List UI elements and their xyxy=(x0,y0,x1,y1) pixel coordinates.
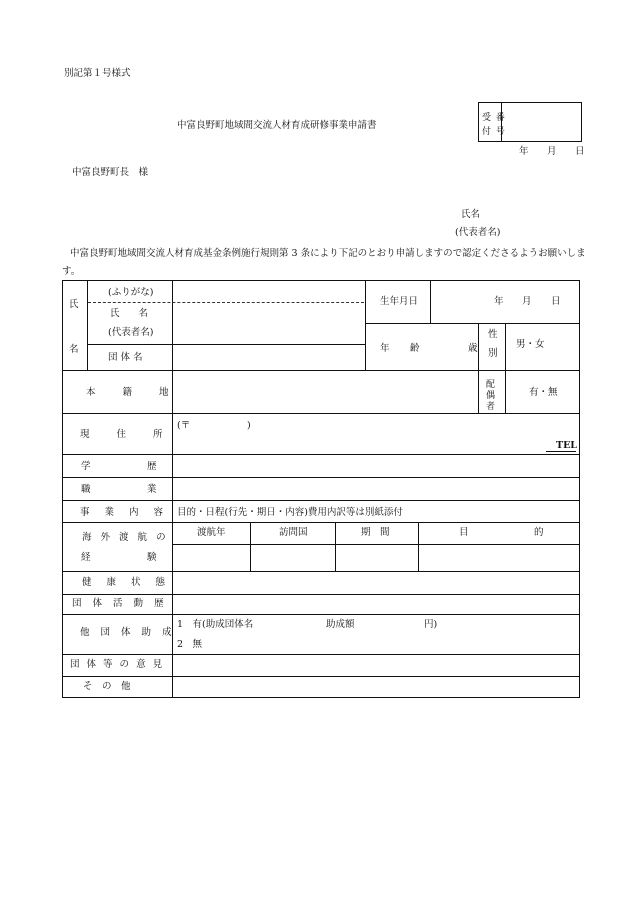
occupation-label-2: 業 xyxy=(147,484,157,495)
others-label: そ の 他 xyxy=(83,681,131,692)
birth-year: 年 xyxy=(494,296,504,307)
reception-box xyxy=(478,102,582,142)
side-label-top: 氏 xyxy=(69,299,79,310)
health-label: 健 康 状 態 xyxy=(82,577,172,588)
birthdate-label: 生年月日 xyxy=(380,296,419,307)
opinion-label: 団 体 等 の 意 見 xyxy=(70,659,165,670)
overseas-label-2: 経 xyxy=(81,552,91,563)
col-visited-country: 訪問国 xyxy=(279,527,308,538)
grant-amount-label: 助成額 xyxy=(326,619,355,630)
col-travel-year: 渡航年 xyxy=(197,527,226,538)
other-grant-label: 他 団 体 助 成 xyxy=(80,627,176,638)
side-label-bottom: 名 xyxy=(69,344,79,355)
form-id: 別記第１号様式 xyxy=(64,68,131,79)
furigana-label: (ふりがな) xyxy=(108,287,154,298)
spouse-label-2: 偶 xyxy=(486,391,496,401)
age-unit: 歳 xyxy=(468,343,478,354)
overseas-label-3: 験 xyxy=(147,552,157,563)
spouse-label-1: 配 xyxy=(486,380,496,390)
project-label: 事 業 内 容 xyxy=(80,507,170,518)
postal-open: (〒 xyxy=(177,420,191,431)
applicant-rep-label: (代表者名) xyxy=(455,227,501,238)
grant-line-2: 2 無 xyxy=(177,639,203,650)
occupation-label: 職 xyxy=(81,484,91,495)
date-year: 年 xyxy=(519,146,529,157)
tel-label: TEL xyxy=(556,440,577,451)
sex-label-1: 性 xyxy=(488,329,498,340)
reception-label-top: 受 番 xyxy=(482,113,506,123)
applicant-name-label: 氏名 xyxy=(461,209,481,220)
age-label-2: 齢 xyxy=(410,343,420,354)
address-label: 現 住 所 xyxy=(80,429,175,440)
domicile-label: 本 籍 地 xyxy=(86,387,181,398)
addressee: 中富良野町長 様 xyxy=(72,167,149,178)
education-label-2: 歴 xyxy=(147,461,157,472)
education-label: 学 xyxy=(81,461,91,472)
page-title: 中富良野町地域間交流人材育成研修事業申請書 xyxy=(177,120,377,131)
spouse-label-3: 者 xyxy=(486,402,496,412)
birth-month: 月 xyxy=(522,296,532,307)
rep-label: (代表者名) xyxy=(108,327,154,338)
postal-close: ) xyxy=(247,420,251,431)
col-purpose-1: 目 xyxy=(459,527,469,538)
overseas-label-1: 海 外 渡 航 の xyxy=(82,532,169,543)
date-day: 日 xyxy=(575,146,585,157)
group-activity-label: 団 体 活 動 歴 xyxy=(72,598,168,609)
spouse-value: 有・無 xyxy=(529,387,558,398)
sex-label-2: 別 xyxy=(488,348,498,359)
age-label: 年 xyxy=(380,343,390,354)
grant-yen: 円) xyxy=(424,619,438,630)
sex-value: 男・女 xyxy=(516,339,545,350)
project-value: 目的・日程(行先・期日・内容)費用内訳等は別紙添付 xyxy=(177,507,403,518)
birth-day: 日 xyxy=(551,296,561,307)
col-period: 期 間 xyxy=(361,527,390,538)
grant-line-1: 1 有(助成団体名 xyxy=(177,619,254,630)
group-name-label: 団 体 名 xyxy=(108,352,143,363)
intro-text-line-2: す。 xyxy=(62,266,81,277)
col-purpose-2: 的 xyxy=(534,527,544,538)
intro-text-line-1: 中富良野町地域間交流人材育成基金条例施行規則第 3 条により下記のとおり申請しますので認定くださるようお願いしま xyxy=(70,248,586,259)
name-label: 氏 名 xyxy=(110,308,149,319)
date-month: 月 xyxy=(547,146,557,157)
reception-label-bottom: 付 号 xyxy=(482,127,506,137)
